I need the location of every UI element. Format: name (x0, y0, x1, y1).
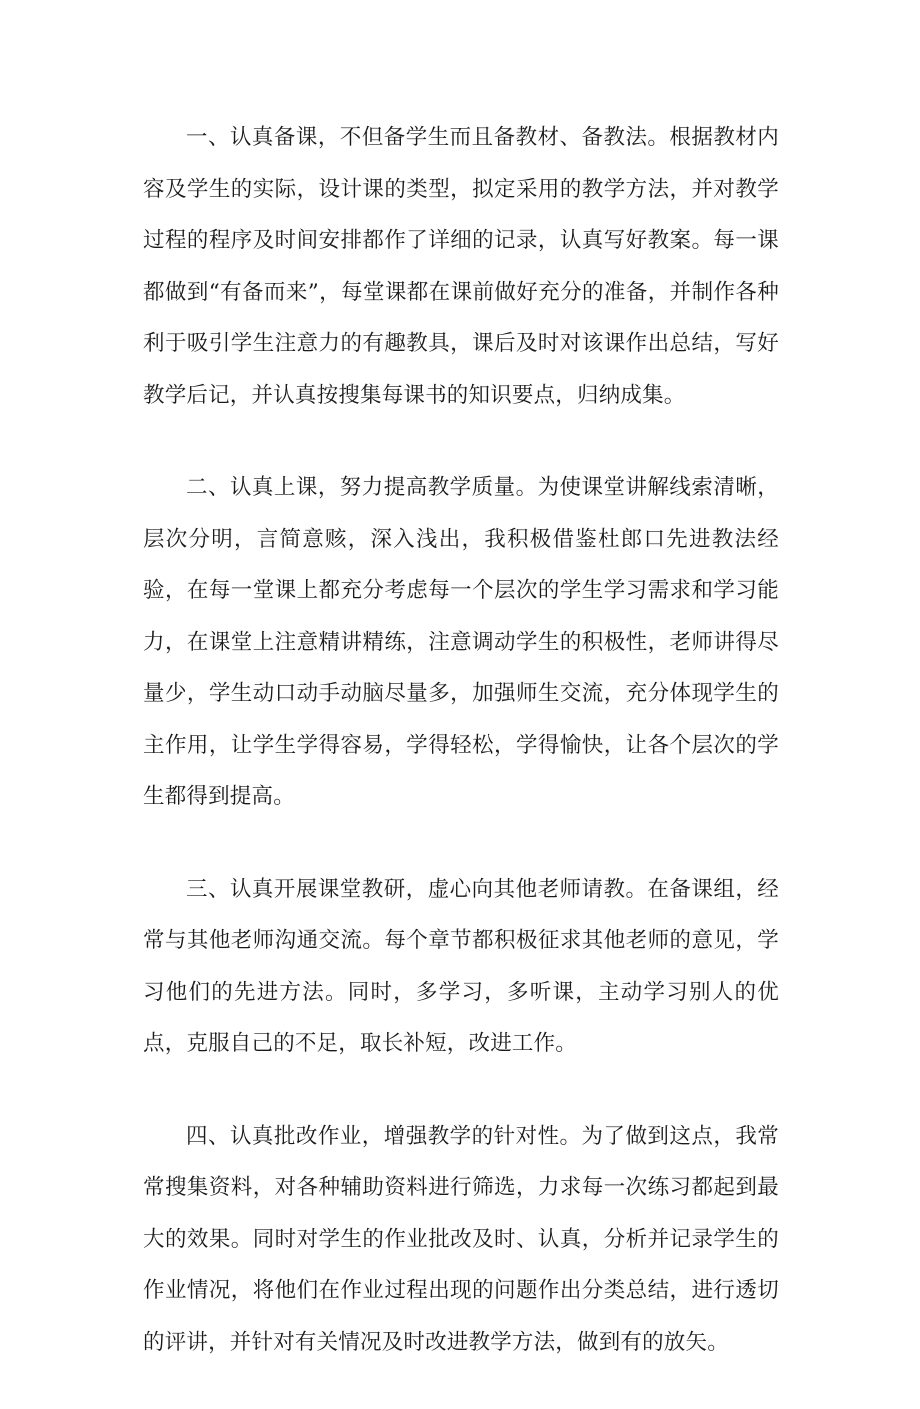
paragraph-3: 三、认真开展课堂教研，虚心向其他老师请教。在备课组，经常与其他老师沟通交流。每个章节都积极征求其他老师的意见，学习他们的先进方法。同时，多学习，多听课，主动学习别人的优点，克服自己的不足，取长补短，改进工作。 (143, 876, 779, 1056)
paragraph-1: 一、认真备课，不但备学生而且备教材、备教法。根据教材内容及学生的实际，设计课的类型，拟定采用的教学方法，并对教学过程的程序及时间安排都作了详细的记录，认真写好教案。每一课都做到“有备而来”，每堂课都在课前做好充分的准备，并制作各种利于吸引学生注意力的有趣教具，课后及时对该课作出总结，写好教学后记，并认真按搜集每课书的知识要点，归纳成集。 (143, 125, 779, 408)
paragraph-2: 二、认真上课，努力提高教学质量。为使课堂讲解线索清晰，层次分明，言简意赅，深入浅出，我积极借鉴杜郎口先进教法经验，在每一堂课上都充分考虑每一个层次的学生学习需求和学习能力，在课堂上注意精讲精练，注意调动学生的积极性，老师讲得尽量少，学生动口动手动脑尽量多，加强师生交流，充分体现学生的主作用，让学生学得容易，学得轻松，学得愉快，让各个层次的学生都得到提高。 (143, 475, 779, 809)
document-body (143, 112, 779, 1409)
paragraph-4: 四、认真批改作业，增强教学的针对性。为了做到这点，我常常搜集资料，对各种辅助资料进行筛选，力求每一次练习都起到最大的效果。同时对学生的作业批改及时、认真，分析并记录学生的作业情况，将他们在作业过程出现的问题作出分类总结，进行透切的评讲，并针对有关情况及时改进教学方法，做到有的放矢。 (143, 1123, 779, 1355)
